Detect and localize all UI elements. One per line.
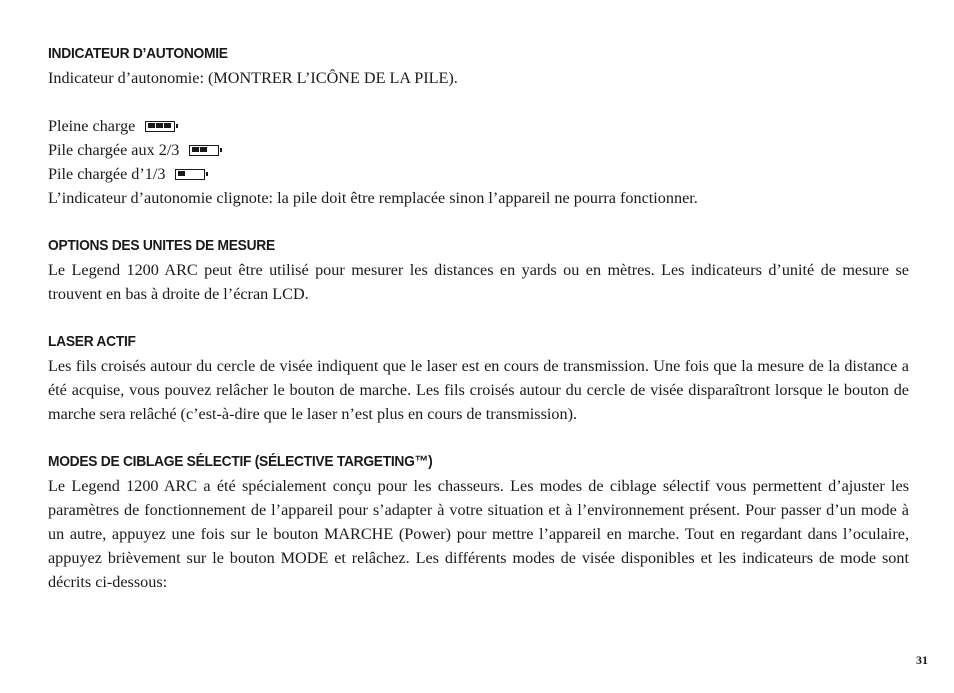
autonomie-intro: Indicateur d’autonomie: (MONTRER L’ICÔNE DE LA PILE). — [48, 69, 458, 87]
section-laser — [48, 330, 909, 426]
section-ciblage — [48, 450, 909, 594]
heading-laser: LASER ACTIF — [48, 333, 136, 350]
laser-body: Les fils croisés autour du cercle de visée indiquent que le laser est en cours de transmission. Une fois que la mesure de la distance a été acquise, vous pouvez relâcher le bouton de marche. Les fils croisés autour du cercle de visée disparaîtront lorsque le bouton de marche sera relâché (c’est-à-dire que le laser n’est plus en cours de transmission). — [48, 357, 909, 423]
heading-ciblage: MODES DE CIBLAGE SÉLECTIF (SÉLECTIVE TARGETING™) — [48, 453, 433, 470]
heading-autonomie: INDICATEUR D’AUTONOMIE — [48, 45, 228, 62]
battery-level-two-thirds — [48, 138, 909, 162]
battery-one-third-icon — [175, 169, 205, 180]
battery-level-full — [48, 114, 909, 138]
autonomie-note: L’indicateur d’autonomie clignote: la pile doit être remplacée sinon l’appareil ne pourra fonctionner. — [48, 189, 698, 207]
battery-level-label: Pile chargée d’1/3 — [48, 165, 166, 183]
section-unites — [48, 234, 909, 306]
battery-two-thirds-icon — [189, 145, 219, 156]
unites-body: Le Legend 1200 ARC peut être utilisé pour mesurer les distances en yards ou en mètres. Les indicateurs d’unité de mesure se trouvent en bas à droite de l’écran LCD. — [48, 261, 909, 303]
document-page — [48, 42, 909, 618]
ciblage-body: Le Legend 1200 ARC a été spécialement conçu pour les chasseurs. Les modes de ciblage sélectif vous permettent d’ajuster les paramètres de fonctionnement de l’appareil pour s’adapter à votre situation et à l’environnement présent. Pour passer d’un mode à un autre, appuyez une fois sur le bouton MARCHE (Power) pour mettre l’appareil en marche. Tout en regardant dans l’oculaire, appuyez brièvement sur le bouton MODE et relâchez. Les différents modes de visée disponibles et les indicateurs de mode sont décrits ci-dessous: — [48, 477, 909, 591]
battery-level-one-third — [48, 162, 909, 186]
battery-level-label: Pile chargée aux 2/3 — [48, 141, 180, 159]
page-number: 31 — [916, 653, 928, 667]
section-autonomie — [48, 42, 909, 210]
heading-unites: OPTIONS DES UNITES DE MESURE — [48, 237, 275, 254]
battery-level-label: Pleine charge — [48, 117, 136, 135]
battery-full-icon — [145, 121, 175, 132]
